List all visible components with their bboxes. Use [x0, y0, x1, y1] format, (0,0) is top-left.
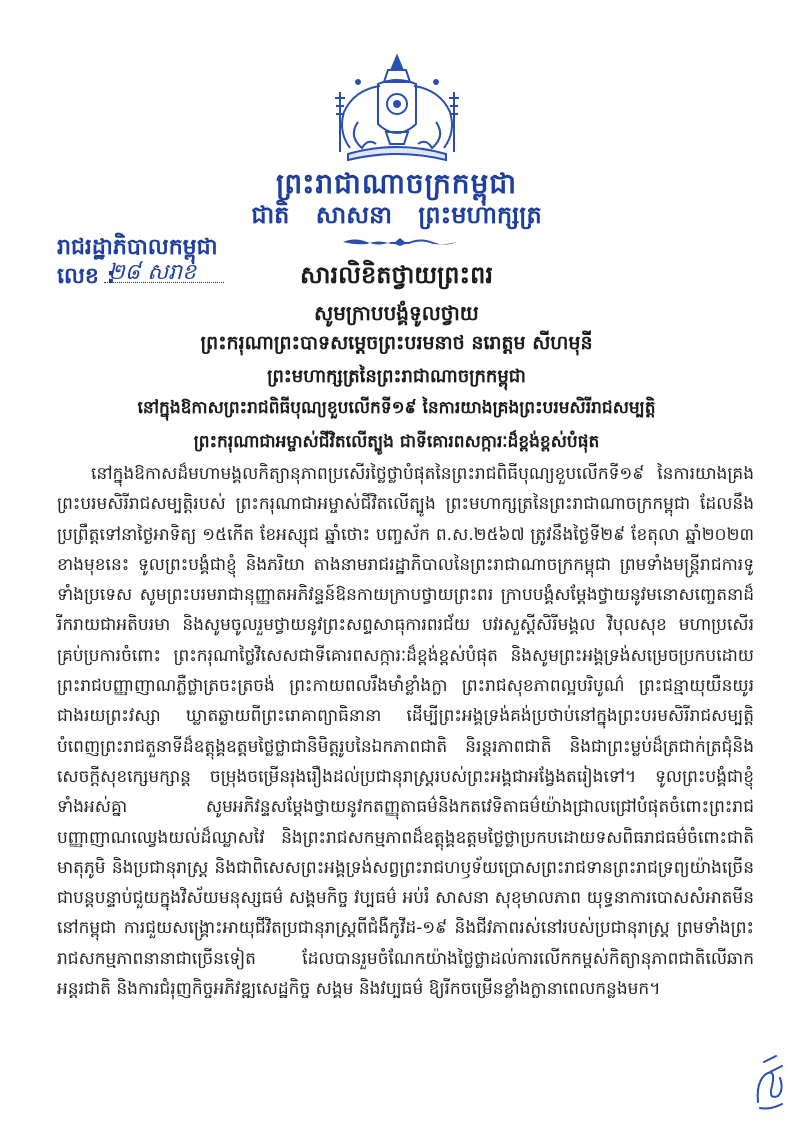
salutation-line-3: ព្រះមហាក្សត្រនៃព្រះរាជាណាចក្រកម្ពុជា — [267, 366, 526, 387]
salutation-line-4: នៅក្នុងឱកាសព្រះរាជពិធីបុណ្យខួបលើកទី១៩ នៃការយាងគ្រងព្រះបរមសិរីរាជសម្បត្តិ — [137, 398, 656, 418]
national-motto: ជាតិ សាសនា ព្រះមហាក្សត្រ — [251, 201, 542, 229]
handwritten-signature-icon — [752, 1052, 786, 1112]
kingdom-heading: ព្រះរាជាណាចក្រកម្ពុជា — [275, 167, 517, 200]
salutation-line-2: ព្រះករុណាព្រះបាទសម្តេចព្រះបរមនាថ នរោត្តម សីហមុនី — [200, 332, 593, 354]
royal-coat-of-arms-icon — [318, 52, 476, 164]
reference-number: ២៨ សរាខ — [108, 260, 197, 285]
reference-label: លេខ : — [57, 264, 116, 289]
letter-title: សារលិខិតថ្វាយព្រះពរ — [300, 261, 493, 289]
salutation-line-5: ព្រះករុណាជាអម្ចាស់ជីវិតលើត្បូង ជាទីគោរពសក្ការៈដ៏ខ្ពង់ខ្ពស់បំផុត — [193, 432, 600, 452]
salutation-line-1: សូមក្រាបបង្គំទូលថ្វាយ — [314, 301, 479, 325]
ornament-divider-icon — [343, 237, 457, 247]
letter-body: នៅក្នុងឱកាសដ៏មហាមង្គលកិត្យានុភាពប្រសើរថ្លៃថ្លាបំផុតនៃព្រះរាជពិធីបុណ្យខួបលើកទី១៩ នៃការយាងគ្រងព្រះបរមសិរីរាជសម្បត្តិរបស់ ព្រះករុណាជាអម្ចាស់ជីវិតលើត្បូង ព្រះមហាក្សត្រនៃព្រះរាជាណាចក្រកម្ពុជា ដែលនឹងប្រព្រឹត្តទៅនាថ្ងៃអាទិត្យ ១៥កើត ខែអស្សុជ ឆ្នាំថោះ បញ្ចស័ក ព.ស.២៥៦៧ ត្រូវនឹងថ្ងៃទី២៩ ខែតុលា ឆ្នាំ២០២៣ ខាងមុខនេះ ទូលព្រះបង្គំជាខ្ញុំ និងភរិយា តាងនាមរាជរដ្ឋាភិបាលនៃព្រះរាជាណាចក្រកម្ពុជា ព្រមទាំងមន្ត្រីរាជការទូទាំងប្រទេស សូមព្រះបរមរាជានុញ្ញាតអភិវន្ទន៍ឱនកាយក្រាបថ្វាយព្រះពរ ក្រាបបង្គំសម្តែងថ្វាយនូវមនោសញ្ចេតនាដ៏រីករាយជាអតិបរមា និងសូមចូលរួមថ្វាយនូវព្រះសព្ទសាធុការពរជ័យ បវរសួស្តីសិរីមង្គល វិបុលសុខ មហាប្រសើរគ្រប់ប្រការចំពោះ ព្រះករុណាថ្លៃវិសេសជាទីគោរពសក្ការៈដ៏ខ្ពង់ខ្ពស់បំផុត និងសូមព្រះអង្គទ្រង់សម្រេចប្រកបដោយព្រះរាជបញ្ញាញាណភ្លឺថ្លាត្រចះត្រចង់ ព្រះកាយពលរឹងមាំខ្លាំងក្លា ព្រះរាជសុខភាពល្អបរិបូណ៌ ព្រះជន្មាយុយឺនយូរជាងរយព្រះវស្សា ឃ្លាតឆ្ងាយពីព្រះរោគាព្យាធិនានា ដើម្បីព្រះអង្គទ្រង់គង់ប្រថាប់នៅក្នុងព្រះបរមសិរីរាជសម្បត្តិ បំពេញព្រះរាជតួនាទីដ៏ឧត្តុង្គឧត្តមថ្លៃថ្លាជានិមិត្តរូបនៃឯកភាពជាតិ និរន្តរភាពជាតិ និងជាព្រះម្លប់ដ៏ត្រជាក់ត្រជុំនិងសេចក្តីសុខក្សេមក្សាន្ត ចម្រុងចម្រើនរុងរឿងដល់ប្រជានុរាស្ត្ររបស់ព្រះអង្គជាអង្វែងតរៀងទៅ។ ទូលព្រះបង្គំជាខ្ញុំទាំងអស់គ្នា សូមអភិវន្ទសម្តែងថ្វាយនូវកតញ្ញុតាធម៌និងកតវេទិតាធម៌យ៉ាងជ្រាលជ្រៅបំផុតចំពោះព្រះរាជបញ្ញាញាណឈ្វេងយល់ដ៏ឈ្លាសវៃ និងព្រះរាជសកម្មភាពដ៏ឧត្តុង្គឧត្តមថ្លៃថ្លាប្រកបដោយទសពិធរាជធម៌ចំពោះជាតិមាតុភូមិ និងប្រជានុរាស្ត្រ និងជាពិសេសព្រះអង្គទ្រង់សព្វព្រះរាជហឫទ័យប្រោសព្រះរាជទានព្រះរាជទ្រព្យយ៉ាងច្រើនជាបន្តបន្ទាប់ជួយក្នុងវិស័យមនុស្សធម៌ សង្គមកិច្ច វប្បធម៌ អប់រំ សាសនា សុខុមាលភាព យុទ្ធនាការបោសសំអាតមីននៅកម្ពុជា ការជួយសង្គ្រោះអាយុជីវិតប្រជានុរាស្ត្រពីជំងឺកូវីដ-១៩ និងជីវភាពរស់នៅរបស់ប្រជានុរាស្ត្រ ព្រមទាំងព្រះរាជសកម្មភាពនានាជាច្រើនទៀត ដែលបានរួមចំណែកយ៉ាងថ្លៃថ្លាដល់ការលើកកម្ពស់កិត្យានុភាពជាតិលើឆាកអន្តរជាតិ និងការជំរុញកិច្ចអភិវឌ្ឍសេដ្ឋកិច្ច សង្គម និងវប្បធម៌ ឱ្យរីកចម្រើនខ្លាំងក្លានាពេលកន្លងមក។ — [57, 464, 754, 1000]
issuing-authority: រាជរដ្ឋាភិបាលកម្ពុជា — [57, 235, 218, 260]
